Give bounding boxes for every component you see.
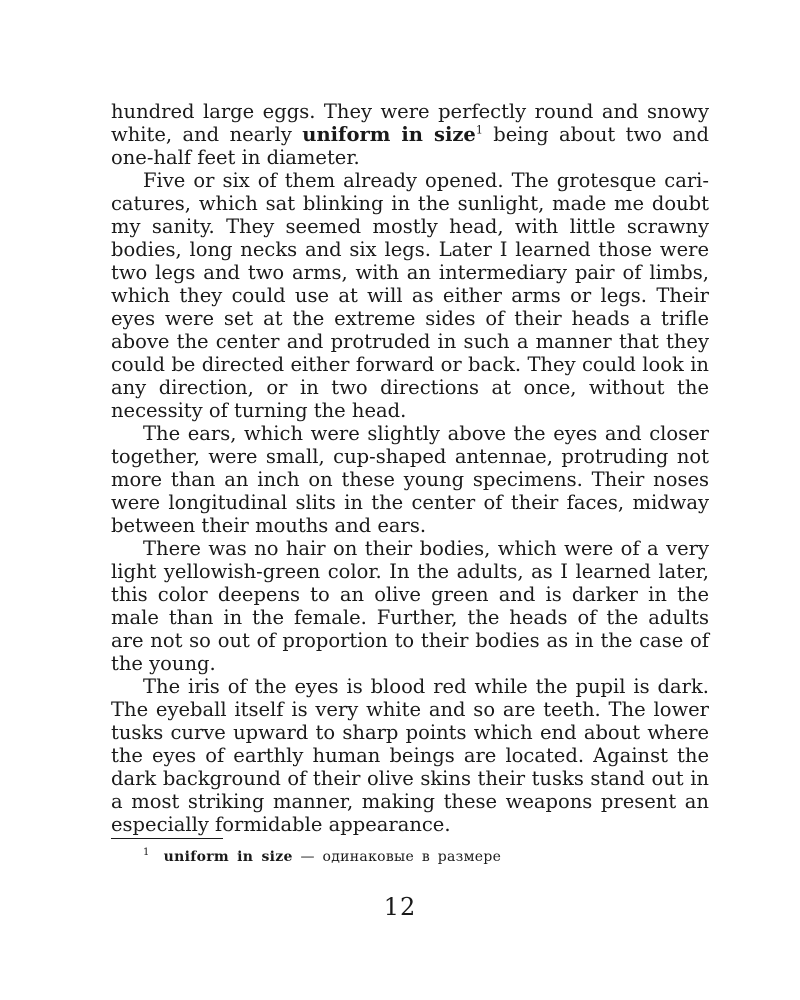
footnote-definition: — одинаковые в размере bbox=[300, 849, 502, 865]
footnote bbox=[111, 848, 709, 866]
footnote-mark: 1 bbox=[143, 847, 150, 859]
paragraph-4: There was no hair on their bodies, which were of a very light yellowish-green color. In the adults, as I learned later, this color deepens to an olive green and is darker in the male than in the female. Further, the heads of the adults are not so out of proportion to their bodies as in the case of the young. bbox=[111, 537, 709, 675]
paragraph-1-start: hundred large eggs. They were perfectly round and snowy white, and nearly bbox=[111, 100, 709, 146]
page-body bbox=[111, 100, 709, 866]
paragraph-1-end: being about two and one-half feet in diameter. bbox=[111, 123, 710, 169]
paragraph-3: The ears, which were slightly above the eyes and closer together, were small, cup-shaped antennae, protruding not more than an inch on these young specimens. Their noses were longitudinal slits in the center of their faces, midway between their mouths and ears. bbox=[111, 422, 709, 537]
footnote-term: uniform in size bbox=[163, 849, 293, 865]
paragraph-2: Five or six of them already opened. The grotesque caricatures, which sat blinking in the sunlight, made me doubt my sanity. They seemed mostly head, with little scrawny bodies, long necks and six legs. Later I learned those were two legs and two arms, with an intermediary pair of limbs, which they could use at will as either arms or legs. Their eyes were set at the extreme sides of their heads a trifle above the center and protruded in such a manner that they could be directed either forward or back. They could look in any direction, or in two directions at once, without the necessity of turning the head. bbox=[111, 169, 709, 422]
paragraph-5: The iris of the eyes is blood red while the pupil is dark. The eyeball itself is very white and so are teeth. The lower tusks curve upward to sharp points which end about where the eyes of earthly human beings are located. Against the dark background of their olive skins their tusks stand out in a most striking manner, making these weapons present an especially formidable appearance. bbox=[111, 675, 709, 836]
page-number: 12 bbox=[383, 893, 417, 921]
glossary-term: uniform in size bbox=[302, 123, 476, 146]
paragraph-1 bbox=[111, 100, 709, 169]
footnote-divider bbox=[111, 838, 223, 839]
footnote-reference[interactable]: 1 bbox=[475, 123, 483, 137]
